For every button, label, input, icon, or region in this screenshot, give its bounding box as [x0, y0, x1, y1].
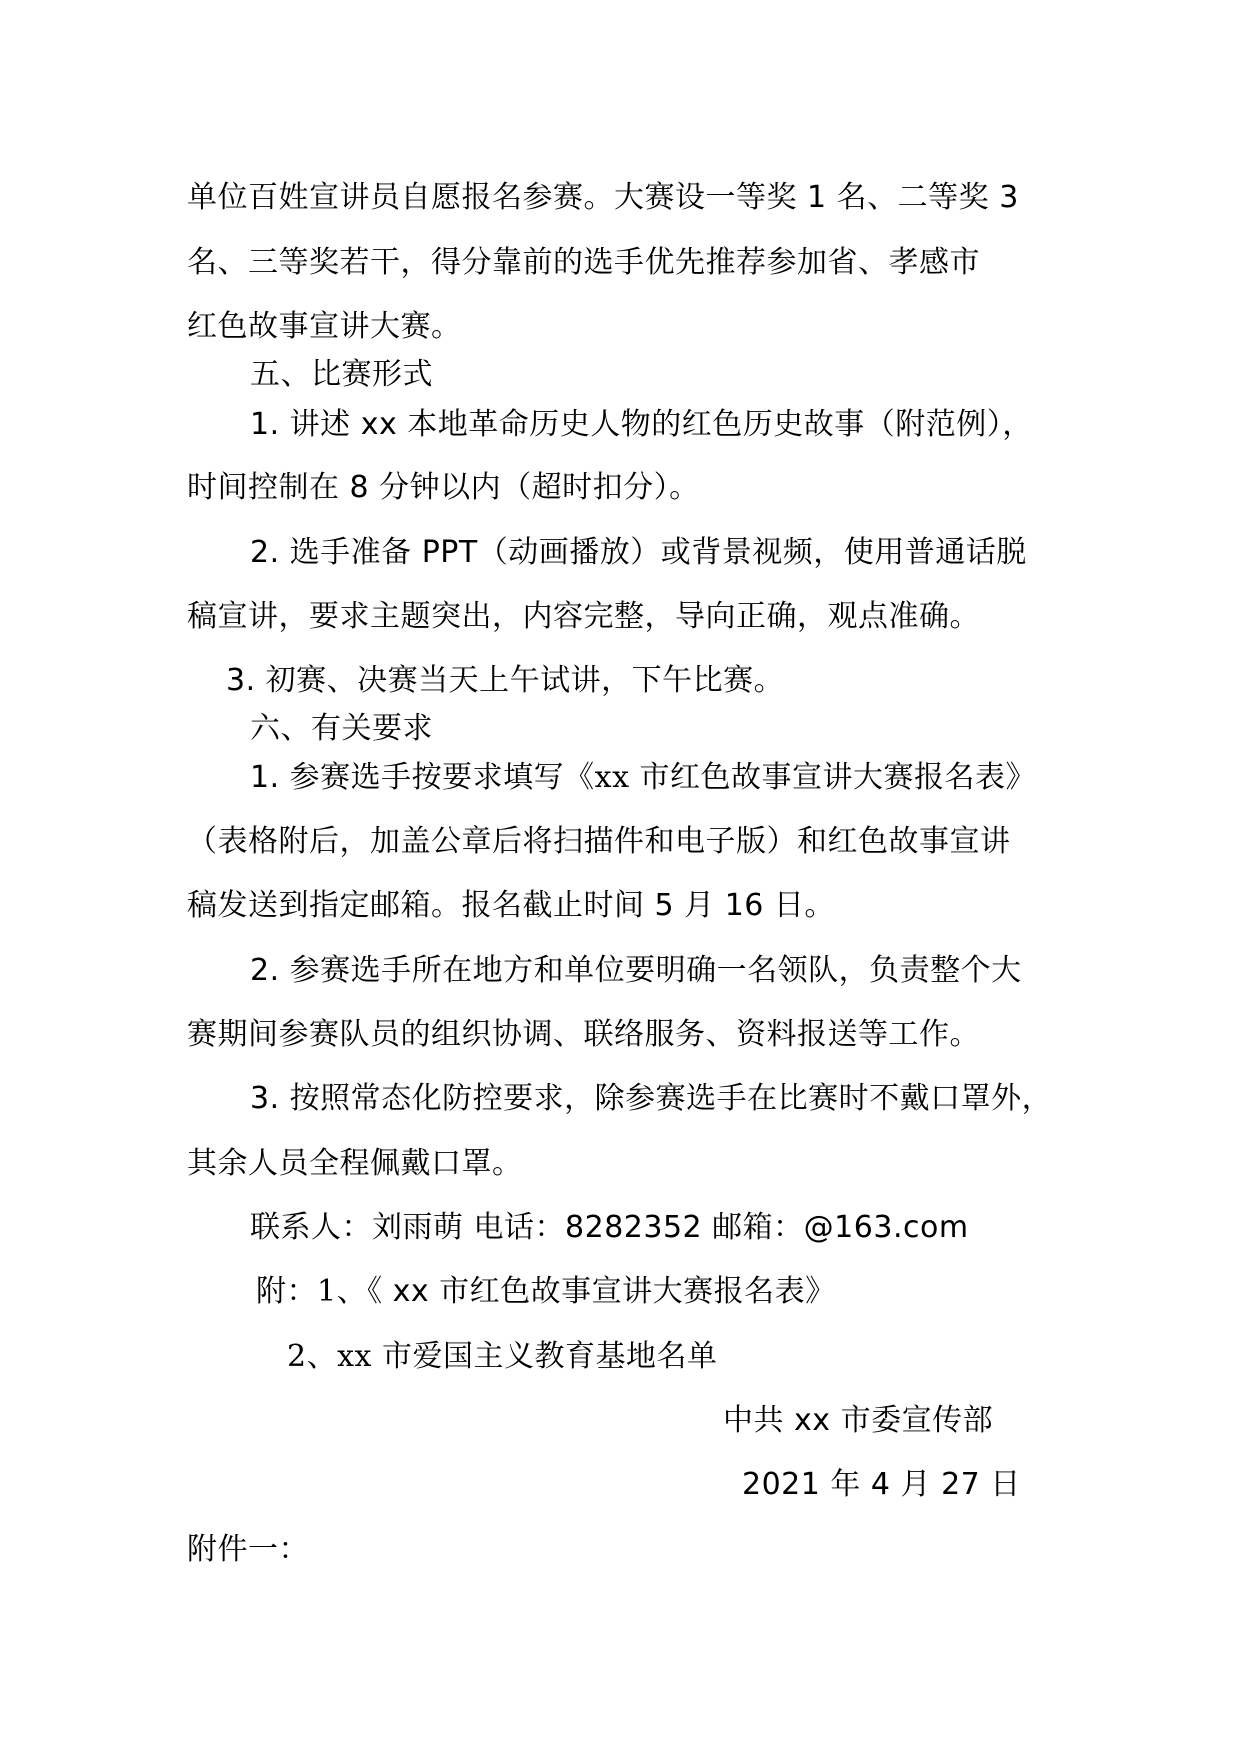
attachment-item: [256, 1272, 836, 1312]
paragraph-line: （表格附后，加盖公章后将扫描件和电子版）和红色故事宣讲: [187, 824, 1011, 859]
text-segment: 1. 参赛选手按要求填写《: [250, 760, 595, 795]
paragraph-line: 稿宣讲，要求主题突出，内容完整，导向正确，观点准确。: [187, 599, 980, 634]
paragraph-line: 其余人员全程佩戴口罩。: [187, 1146, 523, 1181]
attachment-number: 1、: [317, 1274, 368, 1309]
paragraph-line: 3. 按照常态化防控要求，除参赛选手在比赛时不戴口罩外，: [250, 1081, 1053, 1116]
text-segment: 市红色故事宣讲大赛报名表》: [629, 760, 1037, 795]
paragraph-line: 赛期间参赛队员的组织协调、联络服务、资料报送等工作。: [187, 1017, 980, 1052]
paragraph-line: 红色故事宣讲大赛。: [187, 309, 462, 344]
attachment-item: [287, 1337, 717, 1377]
paragraph-line: 名、三等奖若干，得分靠前的选手优先推荐参加省、孝感市: [187, 245, 980, 280]
section-heading: 六、有关要求: [250, 711, 433, 746]
signature-date: 2021 年 4 月 27 日: [742, 1467, 1021, 1502]
appendix-label: 附件一：: [187, 1532, 309, 1567]
attachment-label: 附：: [256, 1274, 317, 1309]
text-segment: xx: [594, 760, 630, 795]
attachment-number: 2、xx: [287, 1339, 372, 1374]
paragraph-line: 单位百姓宣讲员自愿报名参赛。大赛设一等奖 1 名、二等奖 3: [187, 180, 1019, 215]
paragraph-line: 1. 讲述 xx 本地革命历史人物的红色历史故事（附范例），: [250, 407, 1033, 442]
paragraph-line: [250, 758, 1036, 798]
section-heading: 五、比赛形式: [250, 357, 433, 392]
contact-line: 联系人：刘雨萌 电话：8282352 邮箱：@163.com: [250, 1210, 969, 1245]
attachment-title: 市爱国主义教育基地名单: [371, 1339, 718, 1374]
paragraph-line: 稿发送到指定邮箱。报名截止时间 5 月 16 日。: [187, 888, 835, 923]
paragraph-line: 2. 选手准备 PPT（动画播放）或背景视频，使用普通话脱: [250, 535, 1027, 570]
paragraph-line: 时间控制在 8 分钟以内（超时扣分）。: [187, 470, 700, 505]
paragraph-line: 3. 初赛、决赛当天上午试讲，下午比赛。: [226, 663, 785, 698]
paragraph-line: 2. 参赛选手所在地方和单位要明确一名领队，负责整个大: [250, 953, 1022, 988]
attachment-title: 《 xx 市红色故事宣讲大赛报名表》: [367, 1274, 836, 1309]
signature-org: 中共 xx 市委宣传部: [723, 1403, 994, 1438]
